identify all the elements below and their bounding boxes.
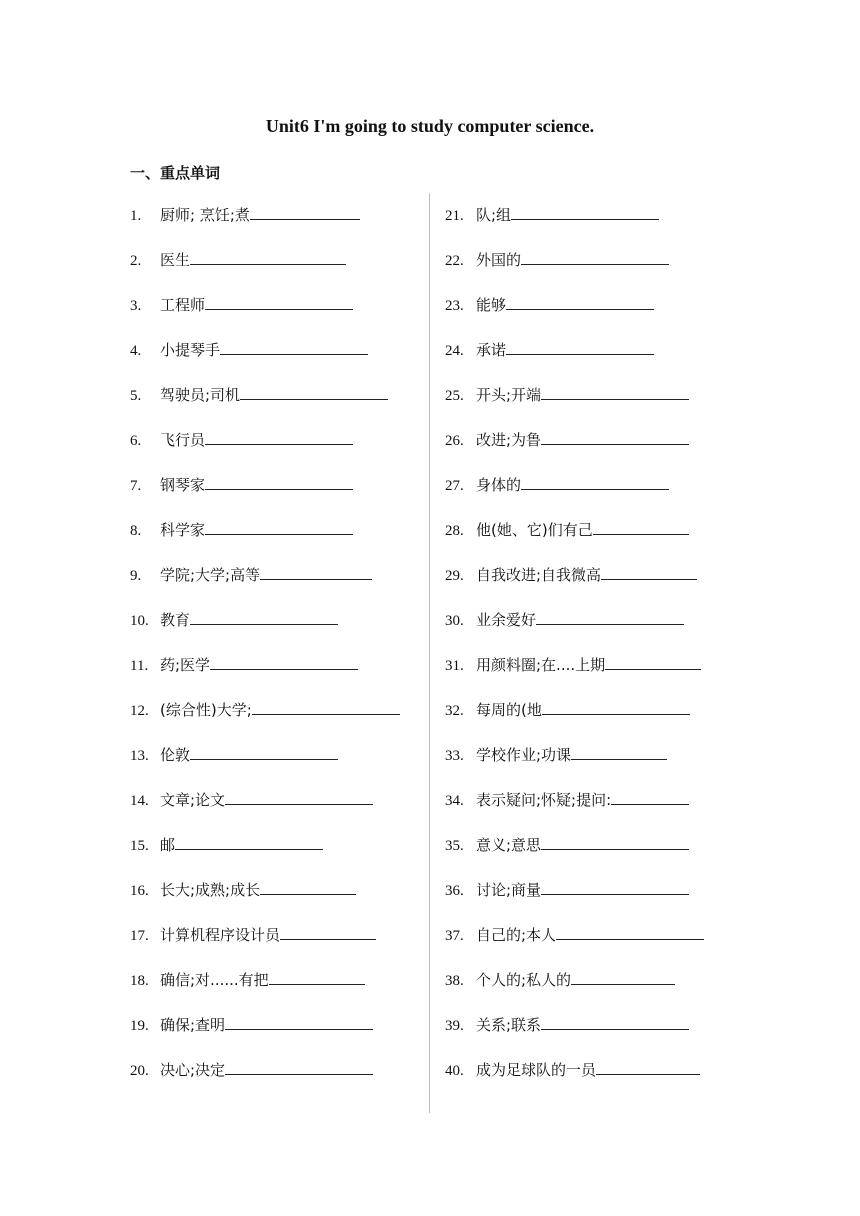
item-number: 14. bbox=[130, 793, 149, 809]
answer-blank[interactable] bbox=[521, 475, 669, 490]
answer-blank[interactable] bbox=[205, 295, 353, 310]
answer-blank[interactable] bbox=[190, 250, 346, 265]
answer-blank[interactable] bbox=[571, 970, 675, 985]
answer-blank[interactable] bbox=[175, 835, 323, 850]
vocab-item bbox=[445, 294, 704, 339]
item-prompt: 表示疑问;怀疑;提问: bbox=[476, 791, 612, 809]
answer-blank[interactable] bbox=[205, 430, 353, 445]
vocab-item bbox=[130, 474, 400, 519]
item-number: 34. bbox=[445, 793, 464, 809]
item-prompt: 飞行员 bbox=[160, 431, 206, 449]
item-number: 39. bbox=[445, 1018, 464, 1034]
item-prompt: 医生 bbox=[160, 251, 191, 269]
item-number: 29. bbox=[445, 568, 464, 584]
vocab-item bbox=[445, 384, 704, 429]
item-number: 21. bbox=[445, 208, 464, 224]
answer-blank[interactable] bbox=[541, 880, 689, 895]
item-number: 23. bbox=[445, 298, 464, 314]
item-prompt: 钢琴家 bbox=[160, 476, 206, 494]
item-number: 32. bbox=[445, 703, 464, 719]
answer-blank[interactable] bbox=[571, 745, 667, 760]
item-prompt: 身体的 bbox=[476, 476, 522, 494]
answer-blank[interactable] bbox=[225, 1060, 373, 1075]
item-number: 26. bbox=[445, 433, 464, 449]
answer-blank[interactable] bbox=[506, 340, 654, 355]
answer-blank[interactable] bbox=[542, 700, 690, 715]
item-prompt: 文章;论文 bbox=[160, 791, 226, 809]
answer-blank[interactable] bbox=[536, 610, 684, 625]
item-number: 28. bbox=[445, 523, 464, 539]
item-prompt: 业余爱好 bbox=[476, 611, 537, 629]
vocab-item bbox=[130, 969, 400, 1014]
vocab-item bbox=[130, 744, 400, 789]
vocab-item bbox=[445, 474, 704, 519]
item-number: 8. bbox=[130, 523, 142, 539]
answer-blank[interactable] bbox=[596, 1060, 700, 1075]
item-prompt: 药;医学 bbox=[160, 656, 211, 674]
answer-blank[interactable] bbox=[205, 475, 353, 490]
item-number: 2. bbox=[130, 253, 142, 269]
item-prompt: 决心;决定 bbox=[160, 1061, 226, 1079]
vocab-item bbox=[445, 969, 704, 1014]
answer-blank[interactable] bbox=[511, 205, 659, 220]
item-prompt: 改进;为鲁 bbox=[476, 431, 542, 449]
answer-blank[interactable] bbox=[240, 385, 388, 400]
item-prompt: 每周的(地 bbox=[476, 701, 542, 719]
answer-blank[interactable] bbox=[220, 340, 368, 355]
answer-blank[interactable] bbox=[260, 565, 372, 580]
item-prompt: 成为足球队的一员 bbox=[476, 1061, 597, 1079]
item-prompt: 个人的;私人的 bbox=[476, 971, 572, 989]
item-prompt: 讨论;商量 bbox=[476, 881, 542, 899]
item-number: 37. bbox=[445, 928, 464, 944]
vocab-item bbox=[445, 519, 704, 564]
vocab-item bbox=[130, 609, 400, 654]
answer-blank[interactable] bbox=[260, 880, 356, 895]
item-prompt: 外国的 bbox=[476, 251, 522, 269]
vocab-item bbox=[130, 384, 400, 429]
vocab-item bbox=[445, 744, 704, 789]
vocab-item bbox=[445, 834, 704, 879]
item-prompt: 能够 bbox=[476, 296, 507, 314]
answer-blank[interactable] bbox=[280, 925, 376, 940]
item-number: 38. bbox=[445, 973, 464, 989]
answer-blank[interactable] bbox=[593, 520, 689, 535]
answer-blank[interactable] bbox=[205, 520, 353, 535]
vocab-item bbox=[130, 1059, 400, 1104]
vocab-item bbox=[130, 339, 400, 384]
item-number: 36. bbox=[445, 883, 464, 899]
item-number: 12. bbox=[130, 703, 149, 719]
answer-blank[interactable] bbox=[521, 250, 669, 265]
vocab-item bbox=[445, 879, 704, 924]
worksheet-title: Unit6 I'm going to study computer science. bbox=[265, 116, 595, 136]
answer-blank[interactable] bbox=[252, 700, 400, 715]
vocab-item bbox=[130, 879, 400, 924]
item-number: 40. bbox=[445, 1063, 464, 1079]
item-number: 31. bbox=[445, 658, 464, 674]
vocab-item bbox=[130, 834, 400, 879]
item-prompt: 确保;查明 bbox=[160, 1016, 226, 1034]
answer-blank[interactable] bbox=[190, 745, 338, 760]
item-prompt: 自我改进;自我微高 bbox=[476, 566, 602, 584]
item-number: 18. bbox=[130, 973, 149, 989]
vocab-item bbox=[445, 429, 704, 474]
vocab-item bbox=[130, 429, 400, 474]
item-number: 24. bbox=[445, 343, 464, 359]
item-number: 5. bbox=[130, 388, 142, 404]
vocab-item bbox=[130, 204, 400, 249]
item-prompt: 小提琴手 bbox=[160, 341, 221, 359]
vocab-item bbox=[130, 1014, 400, 1059]
item-prompt: 邮 bbox=[160, 836, 176, 854]
answer-blank[interactable] bbox=[541, 835, 689, 850]
vocab-item bbox=[130, 564, 400, 609]
vocab-item bbox=[445, 609, 704, 654]
vocab-item bbox=[130, 654, 400, 699]
item-number: 17. bbox=[130, 928, 149, 944]
item-prompt: 承诺 bbox=[476, 341, 507, 359]
item-prompt: 确信;对......有把 bbox=[160, 971, 269, 989]
item-prompt: 长大;成熟;成长 bbox=[160, 881, 261, 899]
item-number: 35. bbox=[445, 838, 464, 854]
vocab-item bbox=[445, 699, 704, 744]
item-number: 7. bbox=[130, 478, 142, 494]
item-prompt: 意义;意思 bbox=[476, 836, 542, 854]
item-prompt: 工程师 bbox=[160, 296, 206, 314]
vocab-item bbox=[130, 249, 400, 294]
item-prompt: 他(她、它)们有己 bbox=[476, 521, 593, 539]
item-prompt: 学校作业;功课 bbox=[476, 746, 572, 764]
section-heading: 一、重点单词 bbox=[130, 164, 221, 182]
item-number: 19. bbox=[130, 1018, 149, 1034]
column-divider bbox=[429, 193, 430, 1113]
vocab-item bbox=[445, 789, 704, 834]
item-prompt: 驾驶员;司机 bbox=[160, 386, 241, 404]
vocab-item bbox=[130, 519, 400, 564]
item-prompt: 学院;大学;高等 bbox=[160, 566, 261, 584]
vocab-item bbox=[445, 339, 704, 384]
answer-blank[interactable] bbox=[225, 790, 373, 805]
answer-blank[interactable] bbox=[541, 385, 689, 400]
answer-blank[interactable] bbox=[225, 1015, 373, 1030]
vocab-item bbox=[445, 204, 704, 249]
vocab-item bbox=[130, 699, 400, 744]
item-number: 25. bbox=[445, 388, 464, 404]
right-vocabulary-column bbox=[445, 204, 704, 1104]
item-number: 10. bbox=[130, 613, 149, 629]
item-prompt: 开头;开端 bbox=[476, 386, 542, 404]
answer-blank[interactable] bbox=[506, 295, 654, 310]
item-number: 30. bbox=[445, 613, 464, 629]
answer-blank[interactable] bbox=[210, 655, 358, 670]
item-number: 1. bbox=[130, 208, 142, 224]
item-number: 4. bbox=[130, 343, 142, 359]
item-prompt: 厨师; 烹饪;煮 bbox=[160, 206, 250, 224]
answer-blank[interactable] bbox=[601, 565, 697, 580]
item-number: 13. bbox=[130, 748, 149, 764]
item-number: 16. bbox=[130, 883, 149, 899]
vocab-item bbox=[130, 294, 400, 339]
item-number: 22. bbox=[445, 253, 464, 269]
item-prompt: 关系;联系 bbox=[476, 1016, 542, 1034]
answer-blank[interactable] bbox=[541, 1015, 689, 1030]
item-number: 9. bbox=[130, 568, 142, 584]
item-prompt: 科学家 bbox=[160, 521, 206, 539]
vocab-item bbox=[445, 654, 704, 699]
vocab-item bbox=[445, 924, 704, 969]
item-number: 33. bbox=[445, 748, 464, 764]
item-prompt: 用颜料圈;在....上期 bbox=[476, 656, 606, 674]
item-prompt: 自己的;本人 bbox=[476, 926, 557, 944]
item-number: 6. bbox=[130, 433, 142, 449]
item-prompt: 计算机程序设计员 bbox=[160, 926, 281, 944]
answer-blank[interactable] bbox=[250, 205, 360, 220]
item-number: 11. bbox=[130, 658, 149, 674]
answer-blank[interactable] bbox=[605, 655, 701, 670]
answer-blank[interactable] bbox=[269, 970, 365, 985]
item-prompt: 伦敦 bbox=[160, 746, 191, 764]
left-vocabulary-column bbox=[130, 204, 400, 1104]
answer-blank[interactable] bbox=[556, 925, 704, 940]
answer-blank[interactable] bbox=[190, 610, 338, 625]
vocab-item bbox=[445, 249, 704, 294]
vocab-item bbox=[445, 1014, 704, 1059]
item-number: 3. bbox=[130, 298, 142, 314]
vocab-item bbox=[130, 924, 400, 969]
item-number: 20. bbox=[130, 1063, 149, 1079]
answer-blank[interactable] bbox=[541, 430, 689, 445]
vocab-item bbox=[445, 1059, 704, 1104]
answer-blank[interactable] bbox=[611, 790, 689, 805]
item-number: 27. bbox=[445, 478, 464, 494]
item-prompt: (综合性)大学; bbox=[160, 701, 252, 719]
item-prompt: 教育 bbox=[160, 611, 191, 629]
item-prompt: 队;组 bbox=[476, 206, 512, 224]
vocab-item bbox=[130, 789, 400, 834]
vocab-item bbox=[445, 564, 704, 609]
item-number: 15. bbox=[130, 838, 149, 854]
